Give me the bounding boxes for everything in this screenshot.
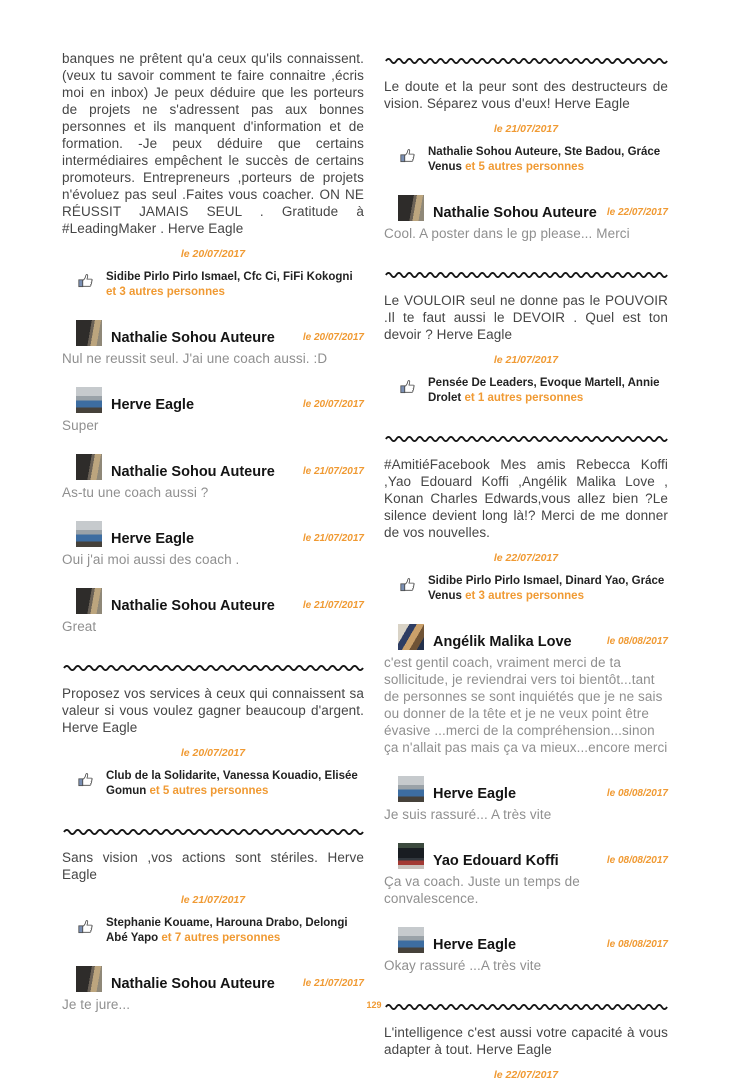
post-date: le 22/07/2017 — [493, 1069, 559, 1081]
comment-date: le 21/07/2017 — [302, 600, 364, 611]
wavy-divider — [384, 270, 668, 279]
comment-date: le 21/07/2017 — [302, 978, 364, 989]
likes-text — [106, 769, 364, 799]
comment-header — [76, 588, 364, 614]
comment-author: Herve Eagle — [111, 396, 195, 413]
comment-date: le 21/07/2017 — [302, 466, 364, 477]
comment-header — [76, 454, 364, 480]
comment — [62, 320, 364, 367]
comment-header — [76, 320, 364, 346]
likers-more-count: et 3 autres personnes — [106, 286, 225, 298]
post-text: #AmitiéFacebook Mes amis Rebecca Koffi ,Yao Edouard Koffi ,Angélik Malika Love , Konan Charles Edwards,vous allez bien ?Le silence devient long là!? Merci de me donner de vos nouvelles. — [384, 457, 668, 540]
avatar — [76, 521, 102, 547]
post-date: le 20/07/2017 — [180, 747, 246, 759]
likers-more-count: et 5 autres personnes — [465, 161, 584, 173]
wavy-divider — [384, 434, 668, 443]
comment-text: c'est gentil coach, vraiment merci de ta sollicitude, je reviendrai vers toi bientôt...tant de personnes se sont inquiétés que je ne sais ou donner de la tête et je ne veux point être évasive ...merci de la compréhension...sinon ça n'allait pas mais ça va mieux...encore merci — [384, 655, 668, 755]
post-text: banques ne prêtent qu'a ceux qu'ils connaissent.(veux tu savoir comment te faire connaitre ,écris moi en inbox) Je peux déduire que les porteurs de projets ne s'adressent pas aux bonnes personnes et ils manquent d'information et de formation. -Je peux déduire que certains intermédiaires empêchent le succès de certains promoteurs. Entrepreneurs ,porteurs de projets n'évoluez pas seul .Faites vous coacher. ON NE RÉUSSIT JAMAIS SEUL . Gratitude à #LeadingMaker . Herve Eagle — [62, 51, 364, 236]
avatar — [76, 588, 102, 614]
likers-more-count: et 7 autres personnes — [161, 932, 281, 944]
thumbs-up-icon — [400, 575, 418, 593]
thumbs-up-icon — [400, 146, 418, 164]
comment-date: le 20/07/2017 — [302, 399, 364, 410]
comment-text: Je suis rassuré... A très vite — [384, 807, 552, 822]
comment-text: Great — [62, 619, 97, 634]
comment-author: Angélik Malika Love — [433, 633, 572, 650]
post-text: Le doute et la peur sont des destructeurs de vision. Séparez vous d'eux! Herve Eagle — [384, 79, 668, 111]
comment-author: Herve Eagle — [433, 785, 517, 802]
post-date: le 21/07/2017 — [493, 354, 559, 366]
wavy-divider — [384, 56, 668, 65]
likes-text — [428, 574, 668, 604]
likes-row — [400, 574, 668, 604]
comment — [62, 521, 364, 568]
likers-names: Stephanie Kouame, Harouna Drabo, Delongi Abé Yapo — [106, 917, 348, 944]
comment — [384, 776, 668, 823]
avatar — [398, 843, 424, 869]
page-number: 129 — [366, 1000, 382, 1010]
likers-more-count: et 5 autres personnes — [149, 785, 269, 797]
comment — [384, 624, 668, 756]
avatar — [76, 387, 102, 413]
wavy-divider — [62, 827, 364, 836]
comment-header — [398, 843, 668, 869]
likers-names: Club de la Solidarite, Vanessa Kouadio, Elisée Gomun — [106, 770, 358, 797]
comment-text: Okay rassuré ...A très vite — [384, 958, 542, 973]
avatar — [76, 966, 102, 992]
comment-author: Nathalie Sohou Auteure — [111, 463, 275, 480]
likes-row — [78, 769, 364, 799]
comment-text: Nul ne reussit seul. J'ai une coach aussi. :D — [62, 351, 328, 366]
comment-text: Ça va coach. Juste un temps de convalescence. — [384, 874, 580, 906]
post-date: le 21/07/2017 — [493, 123, 559, 135]
comment — [384, 843, 668, 907]
comment-text: Cool. A poster dans le gp please... Merci — [384, 226, 630, 241]
comment-text: Super — [62, 418, 99, 433]
avatar — [398, 927, 424, 953]
likes-row — [78, 916, 364, 946]
likes-row — [400, 145, 668, 175]
likes-text — [106, 916, 364, 946]
post-date: le 22/07/2017 — [493, 552, 559, 564]
comment-author: Nathalie Sohou Auteure — [111, 329, 275, 346]
thumbs-up-icon — [78, 271, 96, 289]
comment-header — [398, 624, 668, 650]
avatar — [398, 776, 424, 802]
column-right — [384, 50, 668, 1091]
post-date: le 21/07/2017 — [180, 894, 246, 906]
likes-text — [428, 376, 668, 406]
comment-author: Nathalie Sohou Auteure — [111, 597, 275, 614]
comment-header — [76, 966, 364, 992]
likers-names: Nathalie Sohou Auteure, Ste Badou, Gráce Venus — [428, 146, 661, 173]
post-text: Le VOULOIR seul ne donne pas le POUVOIR .Il te faut aussi le DEVOIR . Quel est ton devoir ? Herve Eagle — [384, 293, 668, 342]
likers-more-count: et 1 autres personnes — [464, 392, 584, 404]
thumbs-up-icon — [78, 770, 96, 788]
comment-author: Herve Eagle — [433, 936, 517, 953]
post-text: Sans vision ,vos actions sont stériles. Herve Eagle — [62, 850, 364, 882]
comment-header — [76, 521, 364, 547]
comment-text: Je te jure... — [62, 997, 131, 1012]
likes-row — [400, 376, 668, 406]
thumbs-up-icon — [78, 917, 96, 935]
wavy-divider — [62, 663, 364, 672]
comment — [384, 195, 668, 242]
avatar — [76, 454, 102, 480]
comment-date: le 08/08/2017 — [606, 855, 668, 866]
comment-author: Nathalie Sohou Auteure — [433, 204, 597, 221]
likes-row — [78, 270, 364, 300]
avatar — [76, 320, 102, 346]
comment-author: Herve Eagle — [111, 530, 195, 547]
comment — [62, 588, 364, 635]
comment-text: Oui j'ai moi aussi des coach . — [62, 552, 240, 567]
post-text: L'intelligence c'est aussi votre capacité à vous adapter à tout. Herve Eagle — [384, 1025, 668, 1057]
comment-date: le 08/08/2017 — [606, 636, 668, 647]
avatar — [398, 195, 424, 221]
likers-names: Pensée De Leaders, Evoque Martell, Annie Drolet — [428, 377, 660, 404]
comment-date: le 21/07/2017 — [302, 533, 364, 544]
comment-date: le 08/08/2017 — [606, 939, 668, 950]
likes-text — [106, 270, 364, 300]
likers-names: Sidibe Pirlo Pirlo Ismael, Dinard Yao, Gráce Venus — [428, 575, 665, 602]
column-left — [62, 50, 364, 1091]
comment-header — [398, 927, 668, 953]
likers-names: Sidibe Pirlo Pirlo Ismael, Cfc Ci, FiFi Kokogni — [106, 271, 353, 283]
likers-more-count: et 3 autres personnes — [465, 590, 584, 602]
thumbs-up-icon — [400, 377, 418, 395]
comment-author: Nathalie Sohou Auteure — [111, 975, 275, 992]
comment-date: le 20/07/2017 — [302, 332, 364, 343]
likes-text — [428, 145, 668, 175]
comment — [62, 454, 364, 501]
comment-author: Yao Edouard Koffi — [433, 852, 559, 869]
post-text: Proposez vos services à ceux qui connaissent sa valeur si vous voulez gagner beaucoup d'argent. Herve Eagle — [62, 686, 364, 735]
comment-header — [398, 776, 668, 802]
post-date: le 20/07/2017 — [180, 248, 246, 260]
avatar — [398, 624, 424, 650]
comment-date: le 22/07/2017 — [606, 207, 668, 218]
comment-header — [76, 387, 364, 413]
comment-text: As-tu une coach aussi ? — [62, 485, 209, 500]
comment-date: le 08/08/2017 — [606, 788, 668, 799]
comment — [384, 927, 668, 974]
comment — [62, 387, 364, 434]
comment-header — [398, 195, 668, 221]
